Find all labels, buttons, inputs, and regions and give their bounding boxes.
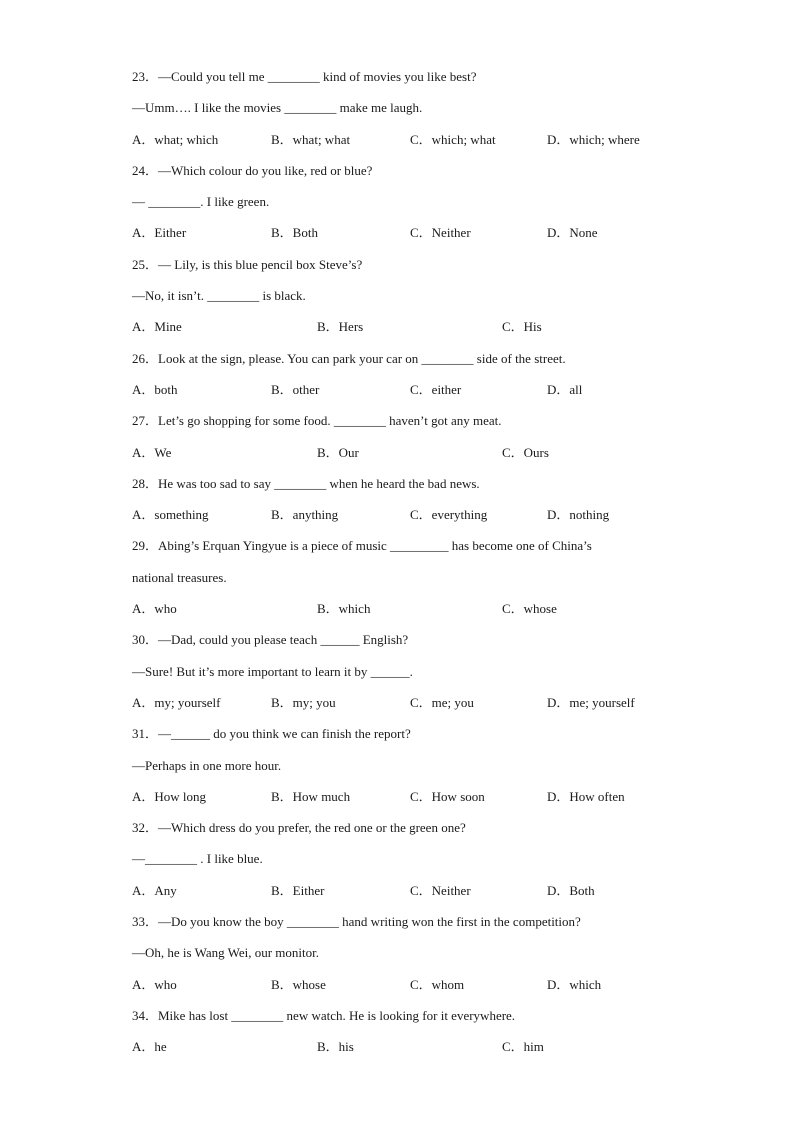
option-c[interactable]: C．me; you [410, 694, 474, 710]
option-c[interactable]: C．Ours [502, 444, 549, 460]
option-a[interactable]: A．who [132, 976, 177, 992]
answer-options [132, 687, 692, 718]
option-d[interactable]: D．which [547, 976, 602, 992]
question-27 [132, 405, 692, 468]
option-c[interactable]: C．him [502, 1039, 544, 1055]
option-a[interactable]: A．both [132, 381, 178, 397]
option-d[interactable]: D．nothing [547, 507, 610, 523]
option-c[interactable]: C．whose [502, 601, 557, 617]
question-line: —Umm…. I like the movies ________ make me laugh. [132, 100, 423, 116]
question-line: — ________. I like green. [132, 194, 270, 210]
answer-options [132, 969, 692, 1000]
question-line: —Perhaps in one more hour. [132, 757, 282, 773]
answer-options [132, 593, 692, 624]
question-stem: 29．Abing’s Erquan Yingyue is a piece of music _________ has become one of China’s [132, 538, 592, 554]
option-a[interactable]: A．How long [132, 788, 207, 804]
option-a[interactable]: A．who [132, 601, 177, 617]
worksheet-page [132, 61, 692, 1063]
option-b[interactable]: B．what; what [271, 131, 351, 147]
option-d[interactable]: D．all [547, 381, 583, 397]
question-23 [132, 61, 692, 155]
question-stem: 31．—______ do you think we can finish the report? [132, 726, 411, 742]
answer-options [132, 311, 692, 342]
answer-options [132, 781, 692, 812]
option-a[interactable]: A．he [132, 1039, 167, 1055]
option-c[interactable]: C．whom [410, 976, 465, 992]
option-d[interactable]: D．me; yourself [547, 694, 635, 710]
option-a[interactable]: A．We [132, 444, 172, 460]
question-stem: 24．—Which colour do you like, red or blue? [132, 162, 373, 178]
question-24 [132, 155, 692, 249]
option-d[interactable]: D．None [547, 225, 598, 241]
option-c[interactable]: C．which; what [410, 131, 496, 147]
option-c[interactable]: C．either [410, 381, 462, 397]
option-b[interactable]: B．my; you [271, 694, 336, 710]
option-a[interactable]: A．Either [132, 225, 187, 241]
option-b[interactable]: B．Both [271, 225, 318, 241]
option-c[interactable]: C．Neither [410, 882, 471, 898]
option-a[interactable]: A．something [132, 507, 209, 523]
option-b[interactable]: B．Our [317, 444, 359, 460]
question-26 [132, 343, 692, 406]
option-c[interactable]: C．His [502, 319, 542, 335]
question-28 [132, 468, 692, 531]
option-b[interactable]: B．which [317, 601, 371, 617]
answer-options [132, 437, 692, 468]
question-32 [132, 812, 692, 906]
answer-options [132, 875, 692, 906]
question-line: —Sure! But it’s more important to learn it by ______. [132, 663, 413, 679]
option-b[interactable]: B．How much [271, 788, 351, 804]
question-stem: 25．— Lily, is this blue pencil box Steve’s? [132, 256, 363, 272]
answer-options [132, 499, 692, 530]
question-34 [132, 1000, 692, 1063]
option-d[interactable]: D．How often [547, 788, 625, 804]
option-a[interactable]: A．my; yourself [132, 694, 221, 710]
option-b[interactable]: B．his [317, 1039, 354, 1055]
question-stem: 34．Mike has lost ________ new watch. He is looking for it everywhere. [132, 1007, 516, 1023]
answer-options [132, 1031, 692, 1062]
option-d[interactable]: D．which; where [547, 131, 640, 147]
answer-options [132, 374, 692, 405]
question-stem: 28．He was too sad to say ________ when he heard the bad news. [132, 475, 480, 491]
question-29 [132, 530, 692, 624]
option-c[interactable]: C．everything [410, 507, 488, 523]
option-b[interactable]: B．anything [271, 507, 339, 523]
question-line: —Oh, he is Wang Wei, our monitor. [132, 945, 319, 961]
question-stem: 27．Let’s go shopping for some food. ________ haven’t got any meat. [132, 413, 502, 429]
option-b[interactable]: B．other [271, 381, 320, 397]
option-b[interactable]: B．whose [271, 976, 326, 992]
question-stem: 32．—Which dress do you prefer, the red one or the green one? [132, 820, 466, 836]
question-25 [132, 249, 692, 343]
option-a[interactable]: A．what; which [132, 131, 219, 147]
question-line: national treasures. [132, 569, 227, 585]
question-stem: 26．Look at the sign, please. You can park your car on ________ side of the street. [132, 350, 566, 366]
question-30 [132, 624, 692, 718]
option-b[interactable]: B．Either [271, 882, 325, 898]
answer-options [132, 217, 692, 248]
option-c[interactable]: C．Neither [410, 225, 471, 241]
question-stem: 33．—Do you know the boy ________ hand writing won the first in the competition? [132, 914, 581, 930]
question-line: —________ . I like blue. [132, 851, 263, 867]
question-stem: 23．—Could you tell me ________ kind of movies you like best? [132, 69, 477, 84]
option-c[interactable]: C．How soon [410, 788, 485, 804]
option-b[interactable]: B．Hers [317, 319, 364, 335]
question-line: —No, it isn’t. ________ is black. [132, 288, 306, 304]
question-33 [132, 906, 692, 1000]
question-stem: 30．—Dad, could you please teach ______ English? [132, 632, 409, 648]
option-d[interactable]: D．Both [547, 882, 595, 898]
answer-options [132, 124, 692, 155]
option-a[interactable]: A．Mine [132, 319, 182, 335]
question-31 [132, 718, 692, 812]
option-a[interactable]: A．Any [132, 882, 177, 898]
